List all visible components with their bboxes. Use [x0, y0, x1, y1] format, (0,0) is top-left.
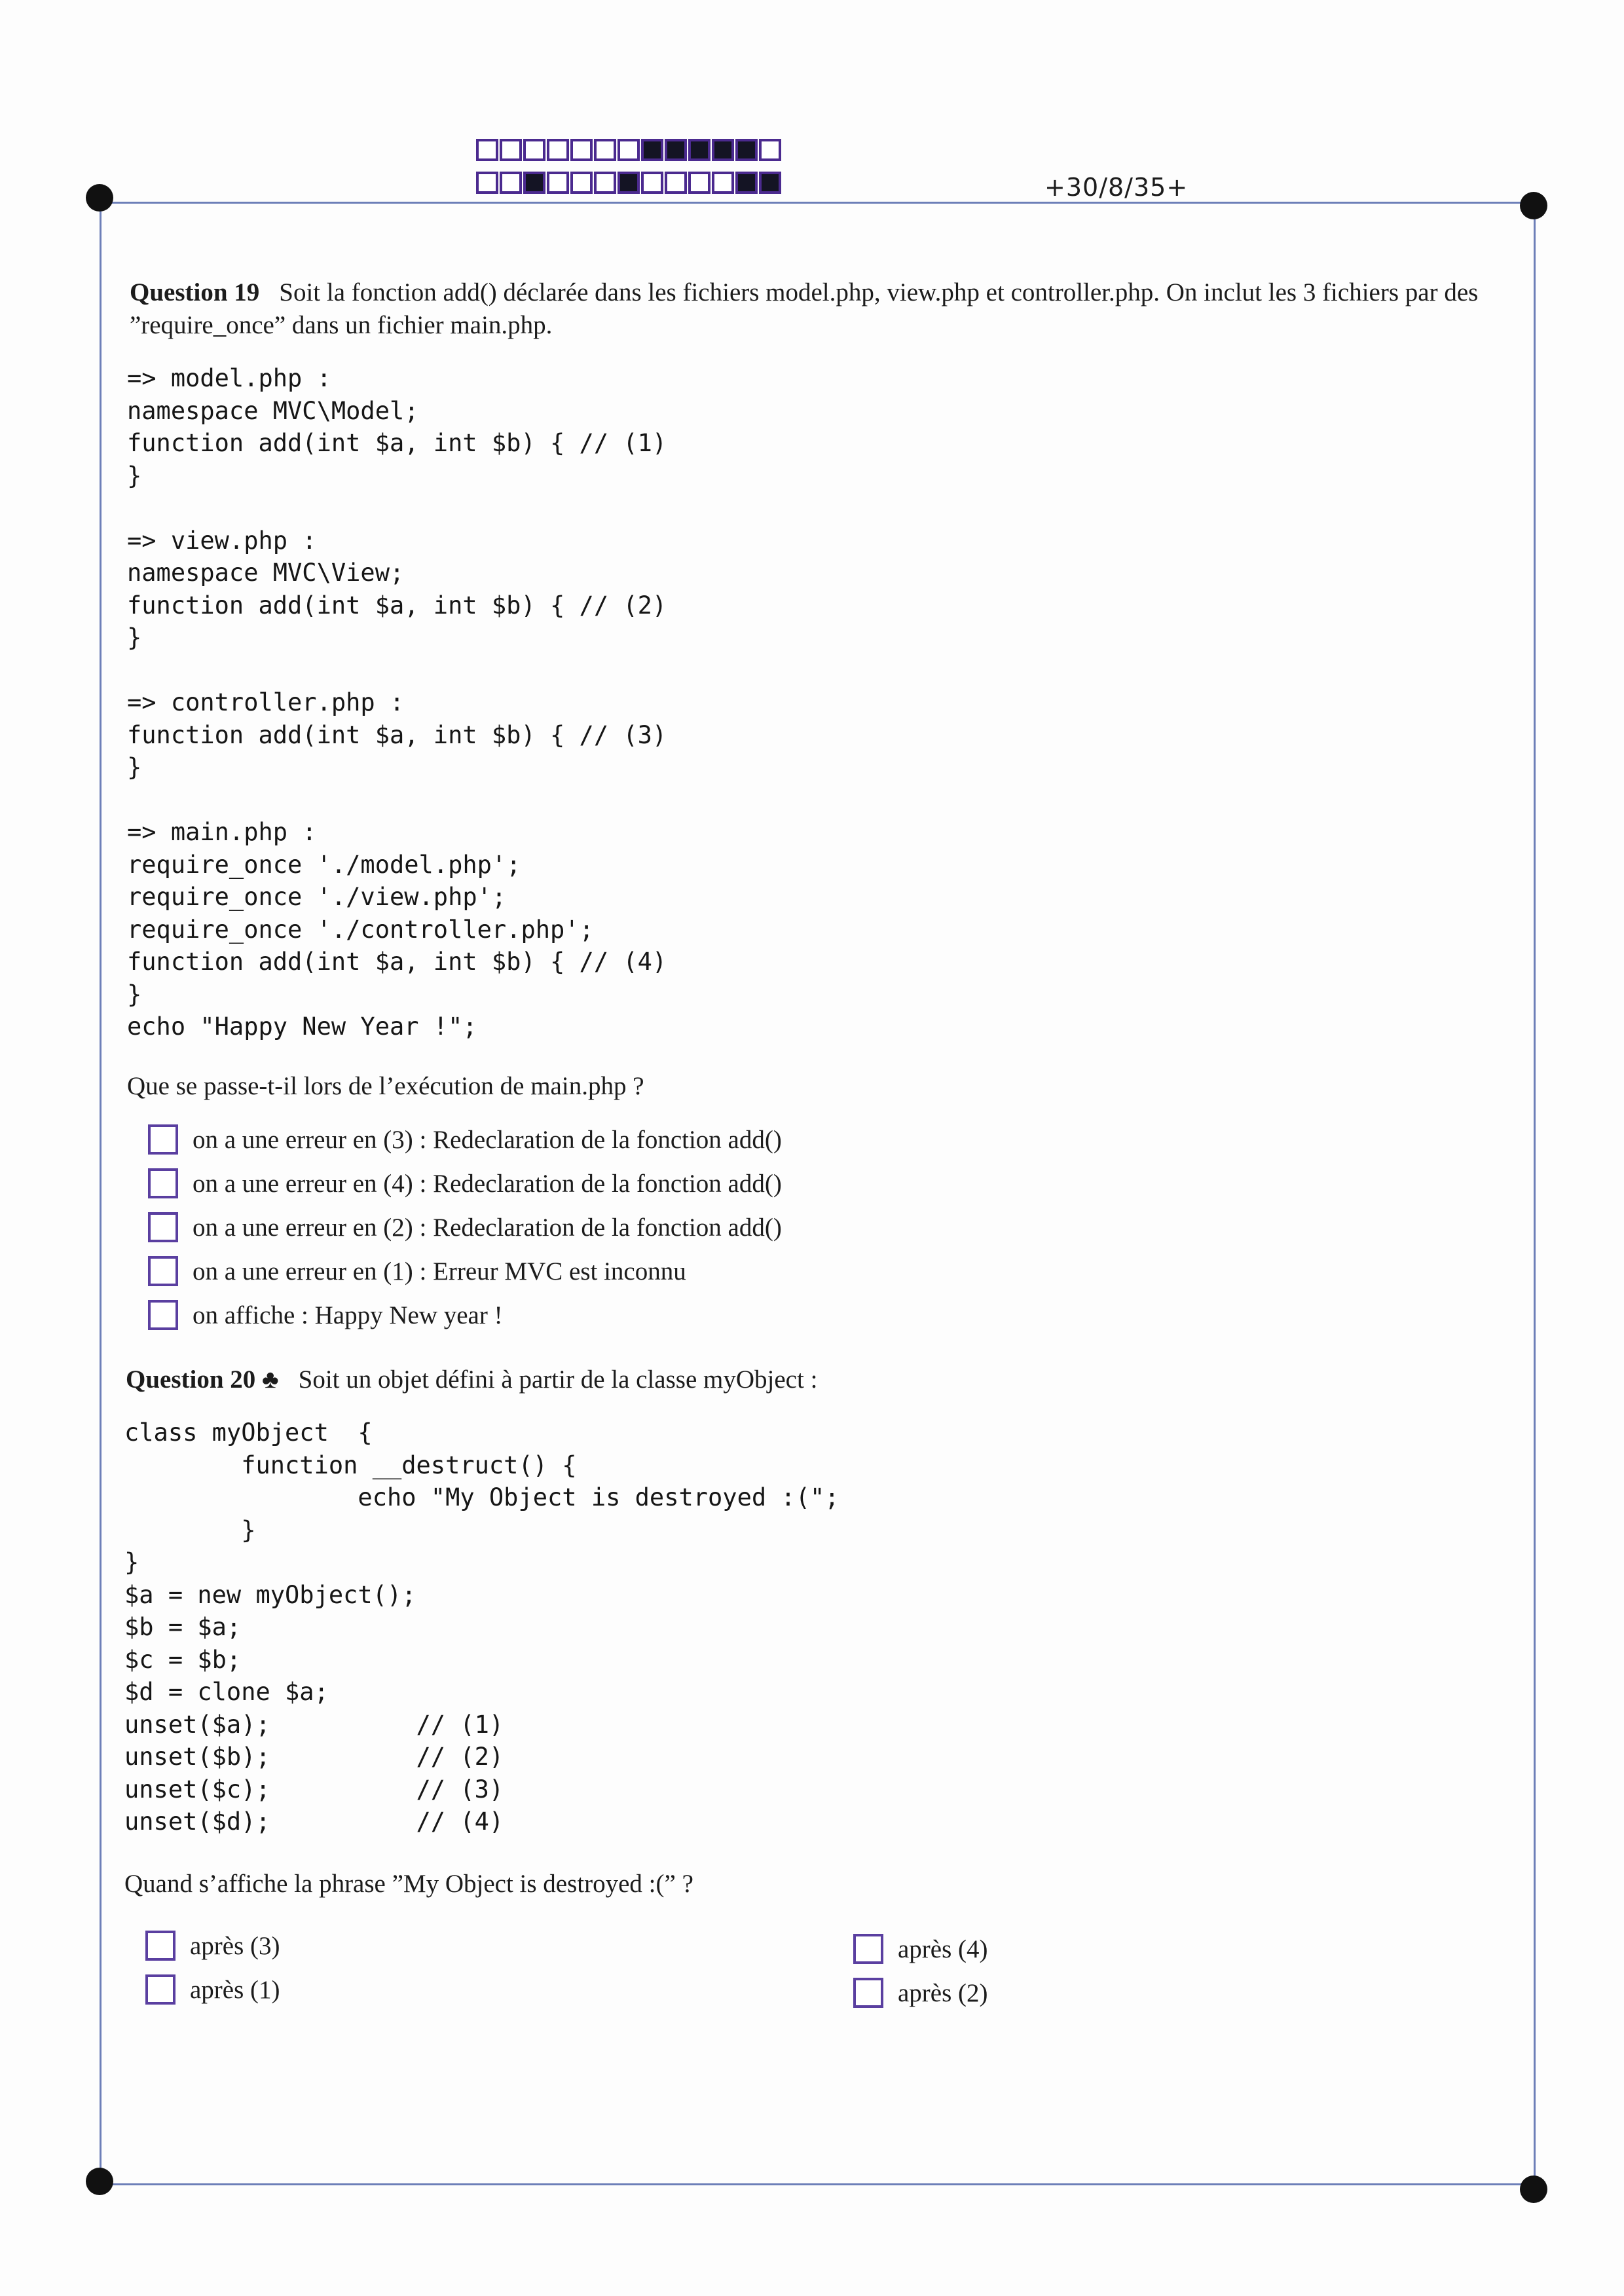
barcode-row-1 [476, 139, 781, 161]
checkbox[interactable] [148, 1212, 178, 1242]
answer-label: on a une erreur en (2) : Redeclaration de la fonction add() [193, 1213, 782, 1242]
barcode-cell-filled [641, 139, 663, 161]
barcode-cell-filled [618, 172, 640, 194]
question-20-number: Question 20 ♣ [126, 1365, 279, 1394]
barcode-row-2 [476, 172, 781, 194]
question-19-number: Question 19 [130, 278, 260, 306]
q20-answer-1[interactable] [145, 1931, 280, 1961]
checkbox[interactable] [145, 1931, 175, 1961]
question-19-prompt: Que se passe-t-il lors de l’exécution de main.php ? [127, 1072, 644, 1100]
checkbox[interactable] [853, 1934, 883, 1964]
question-19-statement [130, 276, 1524, 342]
barcode-cell-filled [712, 139, 734, 161]
answer-label: on a une erreur en (1) : Erreur MVC est inconnu [193, 1257, 686, 1286]
corner-marker-bottom-right [1520, 2176, 1547, 2203]
question-20-statement [126, 1363, 1521, 1396]
answer-label: on a une erreur en (4) : Redeclaration de la fonction add() [193, 1169, 782, 1198]
q20-answer-4[interactable] [853, 1978, 988, 2008]
question-19-text: Soit la fonction add() déclarée dans les fichiers model.php, view.php et controller.php. On inclut les 3 fichiers par des ”require_once” dans un fichier main.php. [130, 278, 1479, 339]
barcode-cell-empty [547, 172, 569, 194]
checkbox[interactable] [148, 1256, 178, 1286]
q20-answer-2[interactable] [145, 1974, 280, 2005]
frame-top-line [100, 202, 1535, 204]
barcode-cell-empty [594, 139, 616, 161]
barcode-cell-filled [688, 139, 710, 161]
answer-label: après (1) [190, 1975, 280, 2004]
barcode-cell-empty [641, 172, 663, 194]
answer-label: après (4) [898, 1935, 988, 1963]
checkbox[interactable] [853, 1978, 883, 2008]
barcode-cell-empty [500, 172, 522, 194]
barcode-cell-empty [759, 139, 781, 161]
checkbox[interactable] [148, 1300, 178, 1330]
frame-left-line [100, 202, 101, 2185]
question-20-text: Soit un objet défini à partir de la classe myObject : [298, 1365, 818, 1394]
barcode-cell-empty [688, 172, 710, 194]
barcode-cell-empty [476, 172, 498, 194]
barcode-cell-filled [665, 139, 687, 161]
frame-bottom-line [100, 2183, 1535, 2185]
barcode-cell-filled [759, 172, 781, 194]
answer-label: après (2) [898, 1978, 988, 2007]
corner-marker-top-left [86, 184, 113, 212]
answer-label: après (3) [190, 1931, 280, 1960]
barcode-cell-empty [665, 172, 687, 194]
barcode-cell-filled [735, 172, 758, 194]
corner-marker-top-right [1520, 192, 1547, 219]
barcode-cell-empty [500, 139, 522, 161]
q19-answer-2[interactable] [148, 1168, 782, 1198]
checkbox[interactable] [148, 1124, 178, 1155]
q19-answer-4[interactable] [148, 1256, 686, 1286]
barcode-cell-empty [594, 172, 616, 194]
corner-marker-bottom-left [86, 2168, 113, 2195]
barcode-cell-empty [570, 172, 593, 194]
q20-answer-3[interactable] [853, 1934, 988, 1964]
checkbox[interactable] [148, 1168, 178, 1198]
checkbox[interactable] [145, 1974, 175, 2005]
barcode-cell-filled [735, 139, 758, 161]
answer-label: on a une erreur en (3) : Redeclaration de la fonction add() [193, 1125, 782, 1154]
q19-answer-3[interactable] [148, 1212, 782, 1242]
barcode-cell-empty [618, 139, 640, 161]
q19-answer-1[interactable] [148, 1124, 782, 1155]
question-20-code: class myObject { function __destruct() { echo "My Object is destroyed :("; } } $a = new myObject(); $b = $a; $c = $b; $d = clone $a; unset($a); // (1) unset($b); // (2) unset($c); // (3) unset($d); // (4) [124, 1418, 840, 1836]
question-20-prompt: Quand s’affiche la phrase ”My Object is destroyed :(” ? [124, 1870, 693, 1898]
frame-right-line [1534, 202, 1536, 2185]
q19-answer-5[interactable] [148, 1300, 503, 1330]
barcode-cell-empty [476, 139, 498, 161]
barcode-cell-empty [523, 139, 545, 161]
page-id: +30/8/35+ [1044, 173, 1189, 202]
barcode-cell-empty [712, 172, 734, 194]
barcode-cell-empty [570, 139, 593, 161]
question-19-code: => model.php : namespace MVC\Model; function add(int $a, int $b) { // (1) } => view.php : namespace MVC\View; function add(int $a, int $b) { // (2) } => controller.php : function add(int $a, int $b) { // (3) } => main.php : require_once './model.php'; require_once './view.php'; require_once './controller.php'; function add(int $a, int $b) { // (4) } echo "Happy New Year !"; [127, 364, 667, 1041]
barcode-cell-filled [523, 172, 545, 194]
barcode-cell-empty [547, 139, 569, 161]
answer-label: on affiche : Happy New year ! [193, 1301, 503, 1329]
